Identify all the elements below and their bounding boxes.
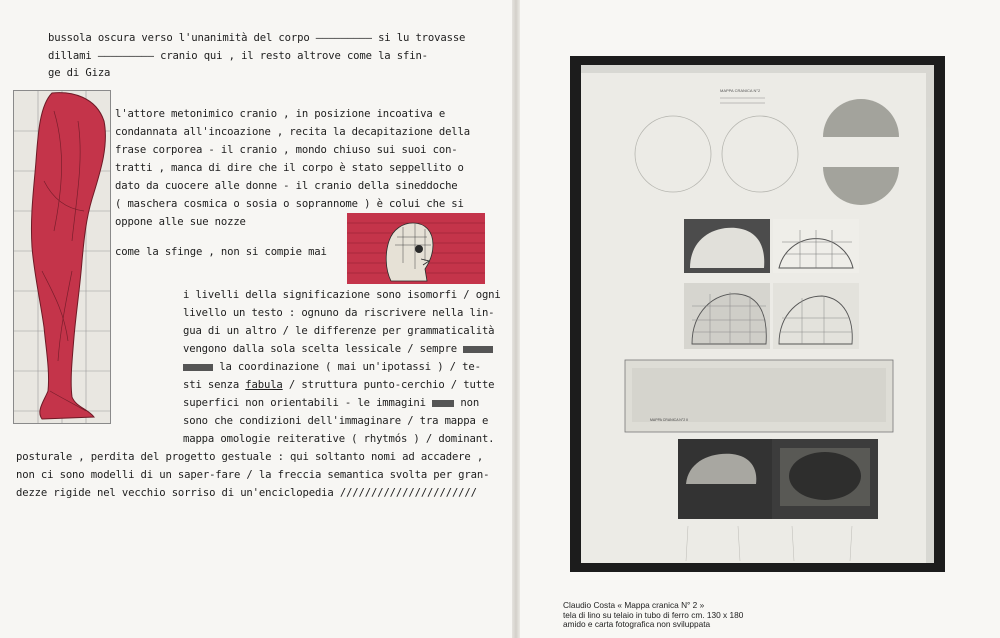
text-line-15 <box>183 343 493 356</box>
artwork-strip-label: MAPPA CRANICA N°2 II <box>650 418 689 422</box>
text-line-17-b: / struttura punto-cerchio / tutte <box>282 379 495 391</box>
leg-drawing <box>14 91 110 423</box>
artwork-caption <box>563 601 743 630</box>
text-line-1: bussola oscura verso l'unanimità del corpo ————————— si lu trovasse <box>48 32 466 44</box>
redaction-mark <box>183 364 213 371</box>
text-line-21: posturale , perdita del progetto gestuale : qui soltanto nomi ad accadere , <box>16 451 484 463</box>
text-line-12: i livelli della significazione sono isomorfi / ogni <box>183 289 501 301</box>
text-line-10: oppone alle sue nozze <box>115 216 246 228</box>
artwork-top-label: MAPPA CRANICA N°2 <box>720 88 761 93</box>
text-line-7: tratti , manca di dire che il corpo è stato seppellito o <box>115 162 464 174</box>
text-line-3: ge di Giza <box>48 67 111 79</box>
text-line-14: gua di un altro / le differenze per grammaticalità <box>183 325 495 337</box>
text-line-13: livello un testo : ognuno da riscrivere nella lin- <box>183 307 495 319</box>
text-line-17 <box>183 379 494 392</box>
underlined-word-fabula: fabula <box>245 379 283 391</box>
text-line-22: non ci sono modelli di un saper-fare / la freccia semantica svolta per gran- <box>16 469 490 481</box>
redaction-mark <box>463 346 493 353</box>
text-line-17-a: sti senza <box>183 379 246 391</box>
artwork-photo <box>570 56 945 572</box>
text-line-18 <box>183 397 479 410</box>
artwork-drawing <box>570 56 945 572</box>
caption-line-2: tela di lino su telaio in tubo di ferro cm. 130 x 180 <box>563 609 744 620</box>
text-line-18-a: superfici non orientabili - le immagini <box>183 397 426 409</box>
caption-line-1: Claudio Costa « Mappa cranica N° 2 » <box>563 600 705 610</box>
skull-drawing <box>347 213 485 284</box>
text-line-18-b: non <box>460 397 480 409</box>
text-line-20: mappa omologie reiterative ( rhytmós ) / dominant. <box>183 433 495 445</box>
text-line-15-a: vengono dalla sola scelta lessicale / sempre <box>183 343 458 355</box>
text-line-23: dezze rigide nel vecchio sorriso di un'enciclopedia ////////////////////// <box>16 487 477 499</box>
text-line-6: frase corporea - il cranio , mondo chiuso sui suoi con- <box>115 144 458 156</box>
redaction-mark <box>432 400 454 407</box>
text-line-9: ( maschera cosmica o sosia o soprannome ) è colui che si <box>115 198 464 210</box>
text-line-2: dillami ————————— cranio qui , il resto altrove come la sfin- <box>48 50 428 62</box>
skull-figure <box>347 213 485 284</box>
anatomical-leg-figure <box>13 90 111 424</box>
text-line-4: l'attore metonimico cranio , in posizione incoativa e <box>115 108 446 120</box>
caption-line-3: amido e carta fotografica non sviluppata <box>563 619 711 630</box>
text-line-16-a: la coordinazione ( mai un'ipotassi ) / te- <box>219 361 481 373</box>
text-line-8: dato da cuocere alle donne - il cranio della sineddoche <box>115 180 458 192</box>
text-line-16 <box>183 361 481 374</box>
text-line-5: condannata all'incoazione , recita la decapitazione della <box>115 126 470 138</box>
text-line-11: come la sfinge , non si compie mai <box>115 246 327 258</box>
text-line-19: sono che condizioni dell'immaginare / tra mappa e <box>183 415 489 427</box>
book-gutter <box>512 0 520 638</box>
